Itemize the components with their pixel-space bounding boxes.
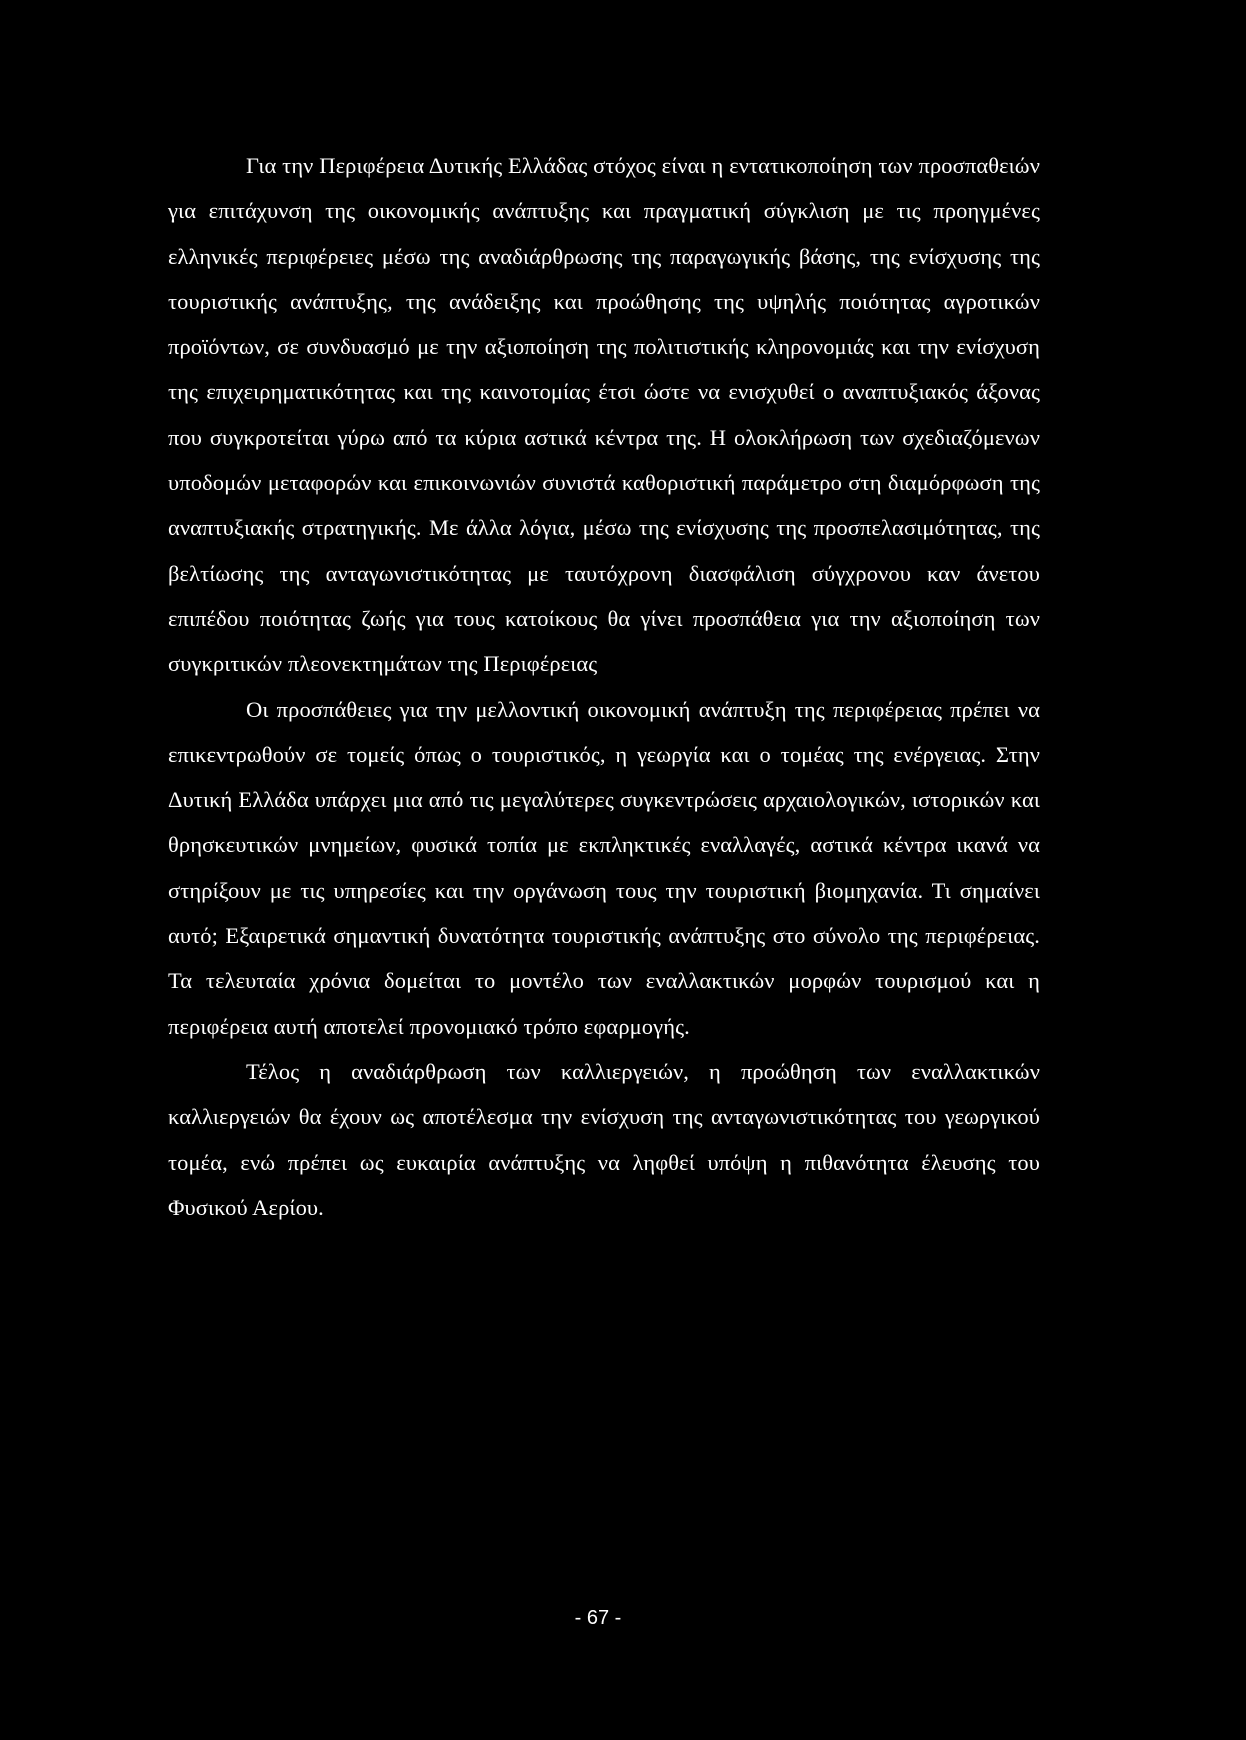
document-body — [168, 143, 1040, 1230]
paragraph-agriculture-natural-gas: Τέλος η αναδιάρθρωση των καλλιεργειών, η προώθηση των εναλλακτικών καλλιεργειών θα έχουν ως αποτέλεσμα την ενίσχυση της ανταγωνιστικότητας του γεωργικού τομέα, ενώ πρέπει ως ευκαιρία ανάπτυξης να ληφθεί υπόψη η πιθανότητα έλευσης του Φυσικού Αερίου. — [168, 1058, 1040, 1220]
paragraph-regional-strategy: Για την Περιφέρεια Δυτικής Ελλάδας στόχος είναι η εντατικοποίηση των προσπαθειών για επιτάχυνση της οικονομικής ανάπτυξης και πραγματική σύγκλιση με τις προηγμένες ελληνικές περιφέρειες μέσω της αναδιάρθρωσης της παραγωγικής βάσης, της ενίσχυσης της τουριστικής ανάπτυξης, της ανάδειξης και προώθησης της υψηλής ποιότητας αγροτικών προϊόντων, σε συνδυασμό με την αξιοποίηση της πολιτιστικής κληρονομιάς και την ενίσχυση της επιχειρηματικότητας και της καινοτομίας έτσι ώστε να ενισχυθεί ο αναπτυξιακός άξονας που συγκροτείται γύρω από τα κύρια αστικά κέντρα της. Η ολοκλήρωση των σχεδιαζόμενων υποδομών μεταφορών και επικοινωνιών συνιστά καθοριστική παράμετρο στη διαμόρφωση της αναπτυξιακής στρατηγικής. Με άλλα λόγια, μέσω της ενίσχυσης της προσπελασιμότητας, της βελτίωσης της ανταγωνιστικότητας με ταυτόχρονη διασφάλιση σύγχρονου καν άνετου επιπέδου ποιότητας ζωής για τους κατοίκους θα γίνει προσπάθεια για την αξιοποίηση των συγκριτικών πλεονεκτημάτων της Περιφέρειας — [168, 153, 1040, 677]
page-number: - 67 - — [574, 1607, 622, 1629]
paragraph-tourism-development: Οι προσπάθειες για την μελλοντική οικονομική ανάπτυξη της περιφέρειας πρέπει να επικεντρωθούν σε τομείς όπως ο τουριστικός, η γεωργία και ο τομέας της ενέργειας. Στην Δυτική Ελλάδα υπάρχει μια από τις μεγαλύτερες συγκεντρώσεις αρχαιολογικών, ιστορικών και θρησκευτικών μνημείων, φυσικά τοπία με εκπληκτικές εναλλαγές, αστικά κέντρα ικανά να στηρίξουν με τις υπηρεσίες και την οργάνωση τους την τουριστική βιομηχανία. Τι σημαίνει αυτό; Εξαιρετικά σημαντική δυνατότητα τουριστικής ανάπτυξης στο σύνολο της περιφέρειας. Τα τελευταία χρόνια δομείται το μοντέλο των εναλλακτικών μορφών τουρισμού και η περιφέρεια αυτή αποτελεί προνομιακό τρόπο εφαρμογής. — [168, 696, 1040, 1039]
